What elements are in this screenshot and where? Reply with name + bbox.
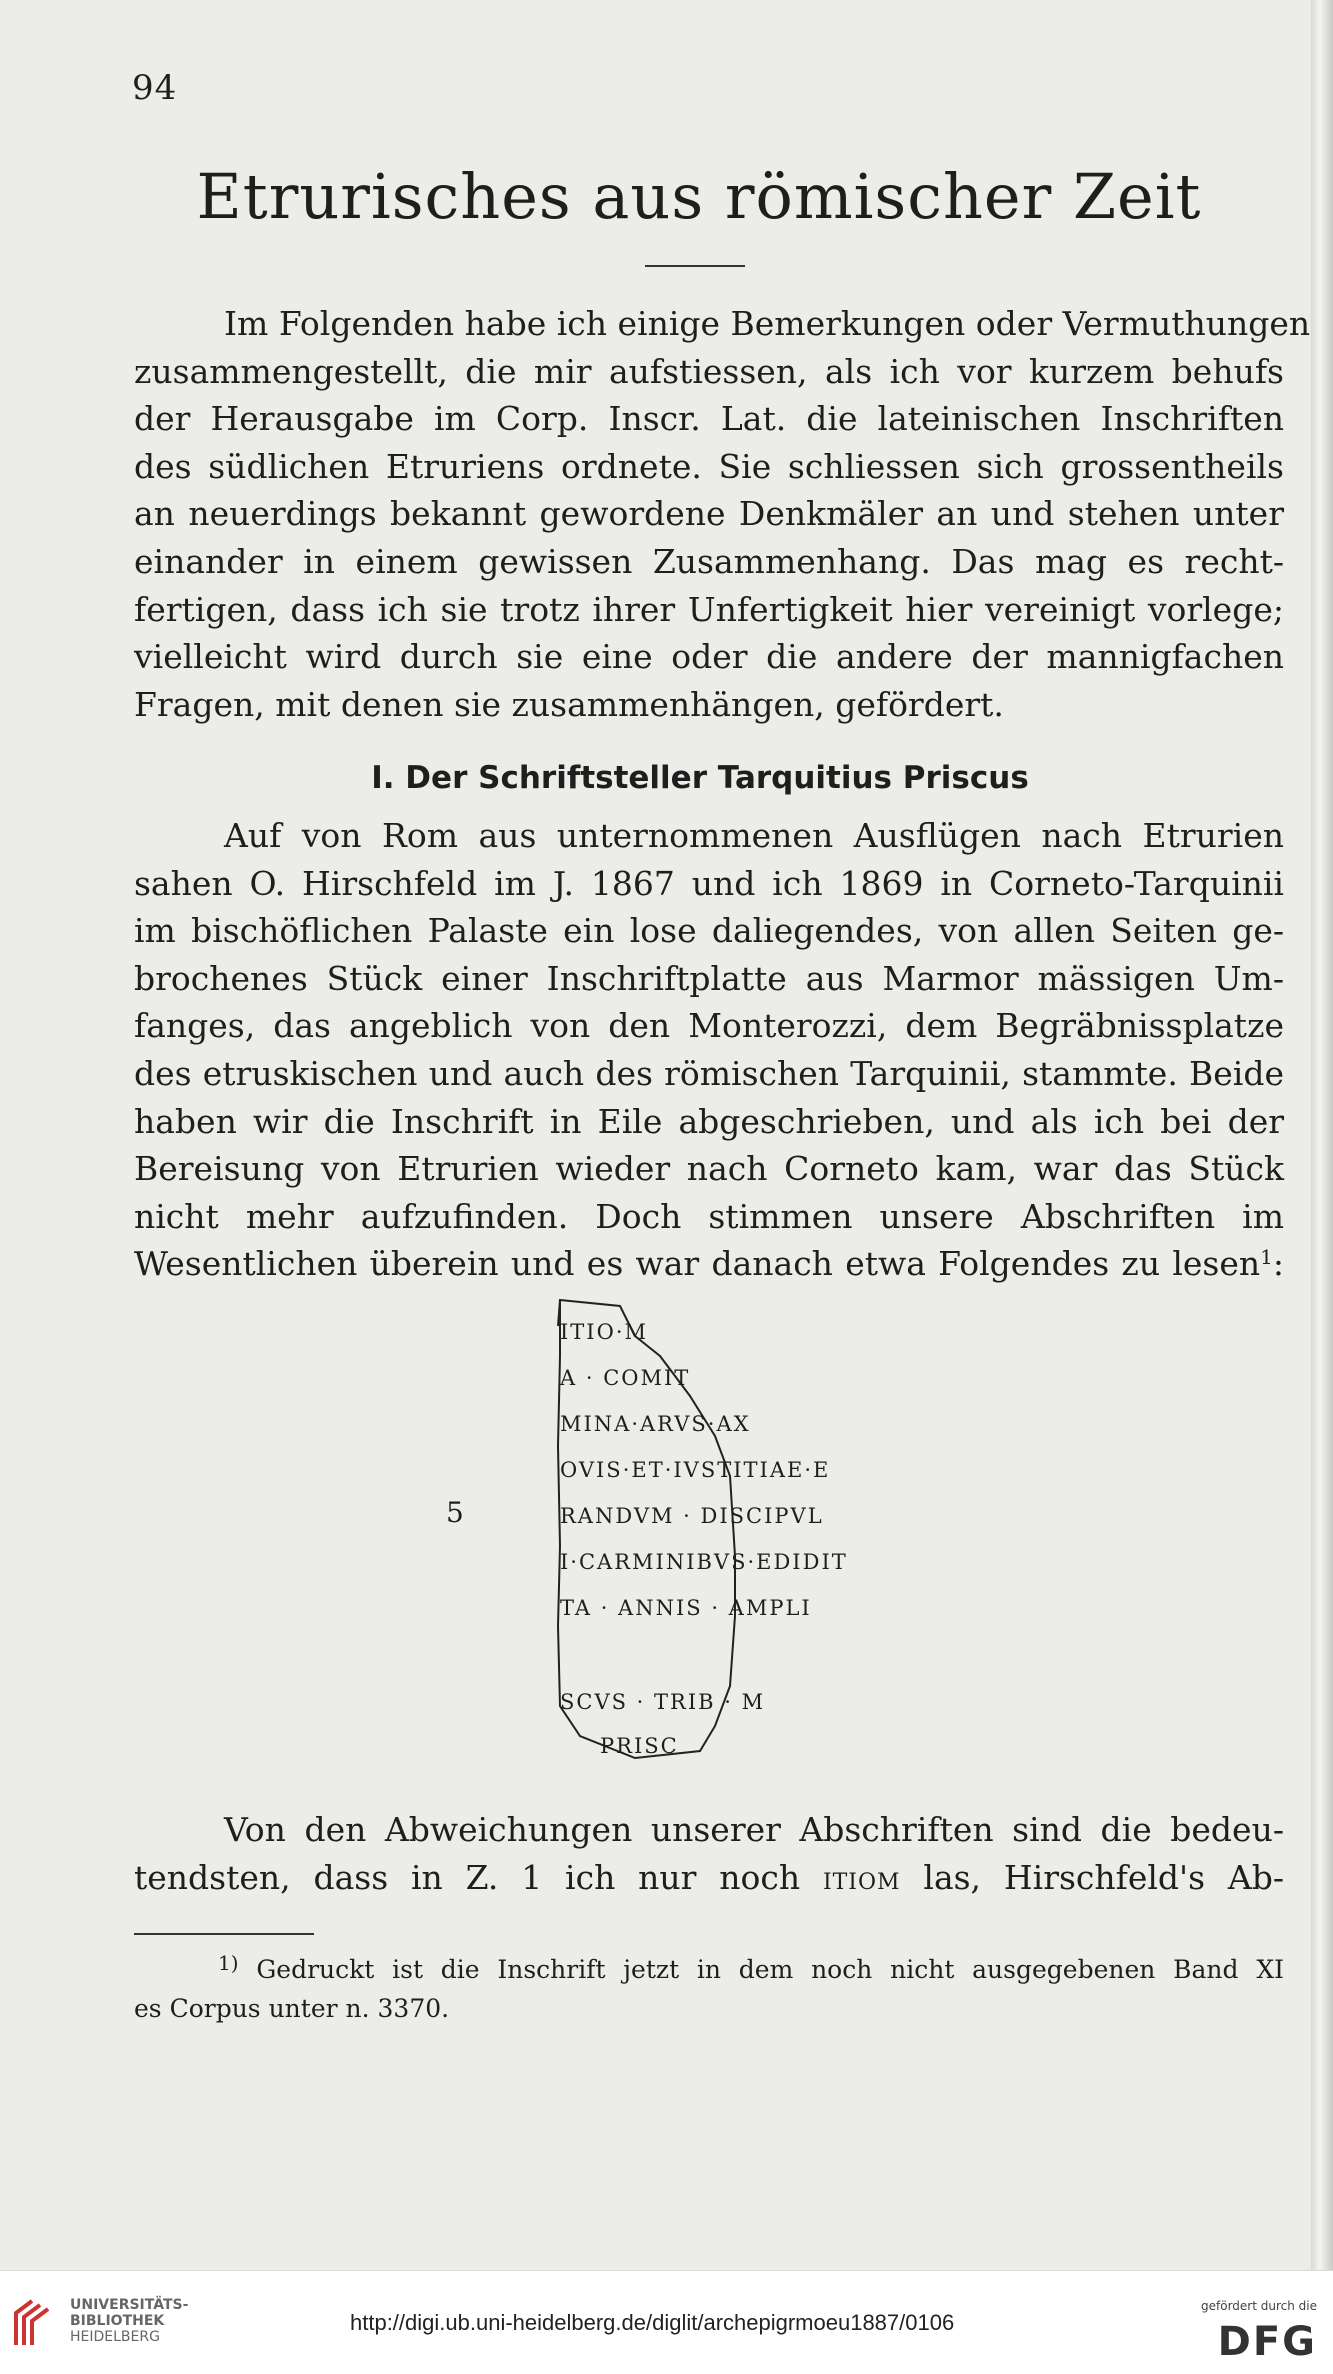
- section-line: brochenes Stück einer Inschriftplatte aus Marmor mässigen Um-: [134, 958, 1284, 998]
- section-line-text: Wesentlichen überein und es war danach etwa Folgendes zu lesen: [134, 1244, 1261, 1284]
- inscription-line: MINA·ARVS·AX: [560, 1412, 751, 1436]
- intro-line: fertigen, dass ich sie trotz ihrer Unfertigkeit hier vereinigt vorlege;: [134, 589, 1284, 629]
- library-name-line: UNIVERSITÄTS-: [70, 2297, 189, 2313]
- inscription-line: RANDVM · DISCIPVL: [560, 1504, 824, 1528]
- intro-line: Im Folgenden habe ich einige Bemerkungen oder Vermuthungen: [224, 304, 1311, 343]
- after-paragraph: [134, 1806, 1284, 1906]
- after-line: Von den Abweichungen unserer Abschriften sind die bedeu-: [224, 1810, 1284, 1849]
- inscription-line: PRISC: [600, 1734, 679, 1758]
- footnote-rule: [134, 1933, 314, 1935]
- footnote: [134, 1950, 1284, 2028]
- intro-line: des südlichen Etruriens ordnete. Sie schliessen sich grossentheils: [134, 446, 1284, 486]
- page-number: 94: [132, 68, 178, 108]
- library-name: [70, 2297, 188, 2345]
- title-rule: [645, 265, 745, 267]
- intro-line: zusammengestellt, die mir aufstiessen, als ich vor kurzem behufs: [134, 351, 1284, 391]
- section-line: des etruskischen und auch des römischen Tarquinii, stammte. Beide: [134, 1053, 1284, 1093]
- section-line-last: [134, 1240, 1284, 1288]
- after-line-text: tendsten, dass in Z. 1 ich nur noch: [134, 1857, 801, 1897]
- inline-smallcaps: ITIOM: [822, 1869, 901, 1895]
- section-line: sahen O. Hirschfeld im J. 1867 und ich 1869 in Corneto-Tarquinii: [134, 863, 1284, 903]
- inscription-line: SCVS · TRIB · M: [560, 1690, 766, 1714]
- footnote-marker: 1): [218, 1951, 239, 1975]
- inscription-line: A · COMIT: [560, 1366, 691, 1390]
- section-paragraph: [134, 812, 1284, 1288]
- library-logo-icon[interactable]: [10, 2295, 60, 2355]
- footnote-marker: 1: [1260, 1245, 1273, 1270]
- section-line: Auf von Rom aus unternommenen Ausflügen nach Etrurien: [224, 816, 1284, 855]
- footnote-line: [134, 1950, 1284, 1989]
- intro-line: vielleicht wird durch sie eine oder die andere der mannigfachen: [134, 637, 1284, 677]
- inscription-line: I·CARMINIBVS·EDIDIT: [560, 1550, 848, 1574]
- dfg-logo[interactable]: DFG: [1217, 2319, 1317, 2365]
- funding-note: gefördert durch die: [1201, 2299, 1317, 2313]
- section-line: haben wir die Inschrift in Eile abgeschrieben, und als ich bei der: [134, 1101, 1284, 1141]
- section-line: Bereisung von Etrurien wieder nach Corneto kam, war das Stück: [134, 1149, 1284, 1189]
- intro-paragraph: [134, 300, 1311, 728]
- inscription-line: ITIO·M: [560, 1320, 648, 1344]
- inscription-line: TA · ANNIS · AMPLI: [560, 1596, 812, 1620]
- footnote-text: Gedruckt ist die Inschrift jetzt in dem noch nicht ausgegebenen Band XI: [256, 1955, 1284, 1984]
- page-edge: [1311, 0, 1333, 2270]
- section-line: im bischöflichen Palaste ein lose daliegendes, von allen Seiten ge-: [134, 911, 1284, 951]
- library-name-line: HEIDELBERG: [70, 2329, 160, 2345]
- inscription-line-number: 5: [446, 1496, 464, 1529]
- library-name-line: BIBLIOTHEK: [70, 2313, 165, 2329]
- intro-line: Fragen, mit denen sie zusammenhängen, gefördert.: [134, 684, 1004, 724]
- intro-line: einander in einem gewissen Zusammenhang. Das mag es recht-: [134, 541, 1284, 581]
- inscription-line: OVIS·ET·IVSTITIAE·E: [560, 1458, 831, 1482]
- section-line: fanges, das angeblich von den Monterozzi, dem Begräbnissplatze: [134, 1006, 1284, 1046]
- footnote-line-2: es Corpus unter n. 3370.: [134, 1994, 450, 2023]
- after-line-2: [134, 1854, 1284, 1907]
- section-heading: I. Der Schriftsteller Tarquitius Priscus: [371, 760, 1029, 796]
- intro-line: an neuerdings bekannt gewordene Denkmäler an und stehen unter: [134, 494, 1284, 534]
- colon: :: [1272, 1244, 1284, 1284]
- section-line: nicht mehr aufzufinden. Doch stimmen unsere Abschriften im: [134, 1196, 1284, 1236]
- after-line-text: las, Hirschfeld's Ab-: [923, 1857, 1284, 1897]
- permalink-url[interactable]: http://digi.ub.uni-heidelberg.de/diglit/archepigrmoeu1887/0106: [350, 2310, 955, 2335]
- intro-line: der Herausgabe im Corp. Inscr. Lat. die lateinischen Inschriften: [134, 399, 1284, 439]
- page-title: Etrurisches aus römischer Zeit: [196, 160, 1202, 233]
- viewer-footer: [0, 2270, 1333, 2374]
